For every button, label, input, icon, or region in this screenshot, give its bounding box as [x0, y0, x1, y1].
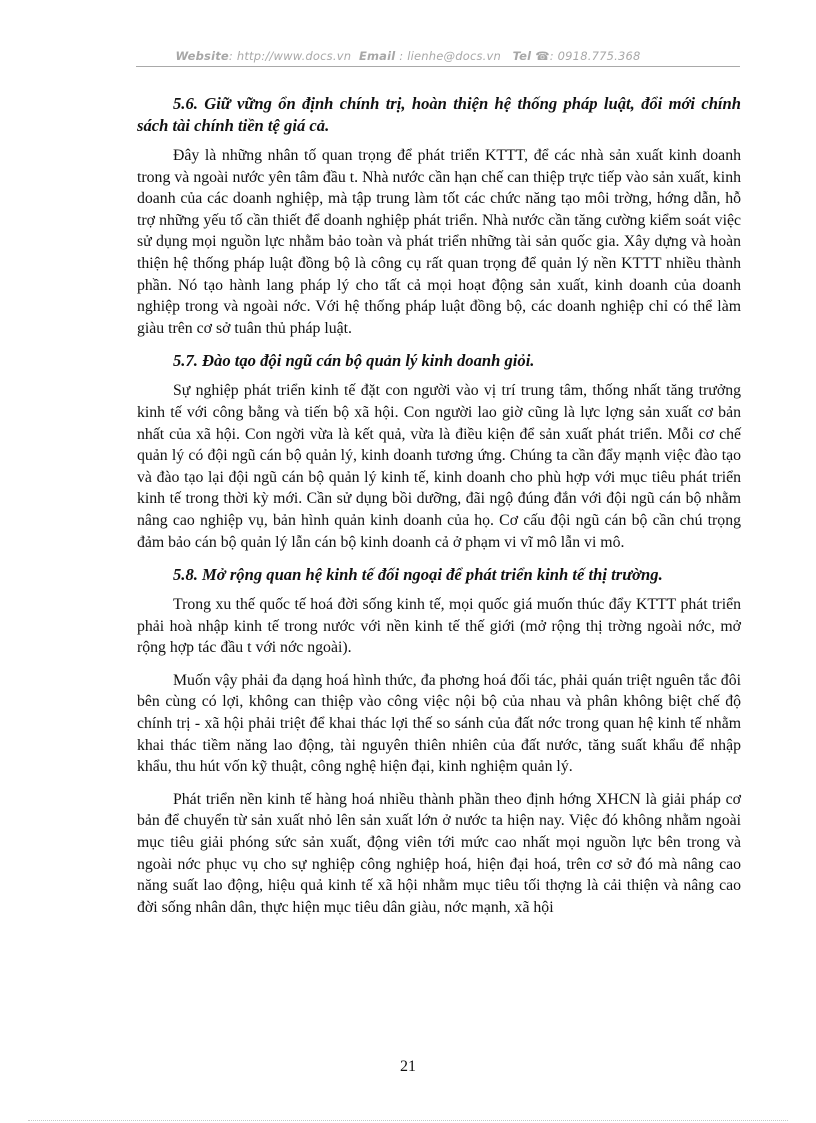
paragraph-5-8-1: Trong xu thế quốc tế hoá đời sống kinh tế, mọi quốc giá muốn thúc đẩy KTTT phát triển phải hoà nhập kinh tế trong nước với nền kinh tế thế giới (mở rộng thị trờng ngoài nớc, mở rộng hợp tác đầu t với nớc ngoài).	[137, 596, 741, 657]
section-heading-5-8: 5.8. Mở rộng quan hệ kinh tế đối ngoại để phát triển kinh tế thị trường.	[173, 565, 663, 585]
website-value[interactable]: : http://www.docs.vn	[228, 49, 352, 63]
page-number: 21	[400, 1058, 416, 1075]
email-value[interactable]: : lienhe@docs.vn	[399, 49, 502, 63]
paragraph-5-7-1: Sự nghiệp phát triển kinh tế đặt con người vào vị trí trung tâm, thống nhất tăng trưởng kinh tế với công bằng và tiến bộ xã hội. Con người lao giờ cũng là lực lợng sản xuất cơ bản nhất của xã hội. Con ngời vừa là kết quả, vừa là điều kiện để sản xuất phát triển. Mỗi cơ chế quản lý có đội ngũ cán bộ quản lý, kinh doanh tương ứng. Chúng ta cần đẩy mạnh việc đào tạo và đào tạo lại đội ngũ cán bộ quản lý kinh tế, kinh doanh cho phù hợp với mục tiêu phát triển kinh tế trong thời kỳ mới. Cần sử dụng bồi dưỡng, đãi ngộ đúng đắn với đội ngũ cán bộ nhằm nâng cao nghiệp vụ, bản hình quản kinh doanh của họ. Cơ cấu đội ngũ cán bộ cần chú trọng đảm bảo cán bộ quản lý lẫn cán bộ kinh doanh cả ở phạm vi vĩ mô lẫn vi mô.	[137, 382, 741, 551]
section-heading-5-6: 5.6. Giữ vững ổn định chính trị, hoàn thiện hệ thống pháp luật, đổi mới chính sách tài chính tiền tệ giá cả.	[137, 94, 741, 135]
paragraph-5-8-3: Phát triển nền kinh tế hàng hoá nhiều thành phần theo định hớng XHCN là giải pháp cơ bản để chuyển từ sản xuất nhỏ lên sản xuất lớn ở nước ta hiện nay. Việc đó không nhằm ngoài mục tiêu giải phóng sức sản xuất, động viên tới mức cao nhất mọi nguồn lực bên trong và ngoài nớc phục vụ cho sự nghiệp công nghiệp hoá, hiện đại hoá, trên cơ sở đó mà nâng cao năng suất lao động, hiệu quả kinh tế xã hội nhằm mục tiêu tối thợng là cải thiện và nâng cao đời sống nhân dân, thực hiện mục tiêu dân giàu, nớc mạnh, xã hội	[137, 790, 741, 916]
website-label: Website	[175, 49, 229, 63]
paragraph-5-6-1: Đây là những nhân tố quan trọng để phát triển KTTT, để các nhà sản xuất kinh doanh trong và ngoài nước yên tâm đầu t. Nhà nước cần hạn chế can thiệp trực tiếp vào sản xuất, kinh doanh của các doanh nghiệp, mà tập trung làm tốt các chức năng tạo môi trờng, hớng dẫn, hỗ trợ những yếu tố cần thiết để doanh nghiệp phát triển. Nhà nước cần tăng cường kiểm soát việc sử dụng mọi nguồn lực nhằm bảo toàn và phát triển những tài sản quốc gia. Xây dựng và hoàn thiện hệ thống pháp luật đồng bộ là công cụ rất quan trọng để quản lý nền KTTT nhiều thành phần. Nó tạo hành lang pháp lý cho tất cả mọi hoạt động sản xuất, kinh doanh của doanh nghiệp trong và ngoài nớc. Với hệ thống pháp luật đồng bộ, các doanh nghiệp chỉ có thể làm giàu trên cơ sở tuân thủ pháp luật.	[137, 147, 741, 337]
header-divider	[136, 66, 740, 67]
footer-divider	[28, 1120, 788, 1121]
document-body	[137, 93, 741, 918]
tel-value: ☎: 0918.775.368	[535, 49, 641, 63]
email-label: Email	[358, 49, 396, 63]
tel-label: Tel	[512, 49, 532, 63]
section-heading-5-7: 5.7. Đào tạo đội ngũ cán bộ quản lý kinh doanh giỏi.	[173, 351, 535, 371]
paragraph-5-8-2: Muốn vậy phải đa dạng hoá hình thức, đa phơng hoá đối tác, phải quán triệt nguên tắc đôi bên cùng có lợi, không can thiệp vào công việc nội bộ của nhau và phân không biệt chế độ chính trị - xã hội phải triệt để khai thác lợi thế so sánh của đất nớc trong quan hệ kinh tế nhằm khai thác tiềm năng lao động, tài nguyên thiên nhiên của đất nước, tăng suất khẩu để nhập khẩu, thu hút vốn kỹ thuật, công nghệ hiện đại, kinh nghiệm quản lý.	[137, 671, 741, 776]
page-header	[0, 49, 816, 63]
